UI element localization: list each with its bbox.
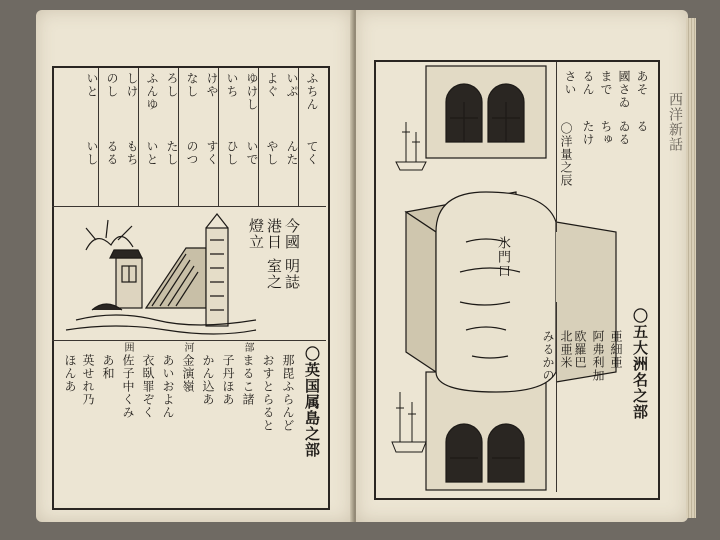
- continent-name: 阿弗利加: [591, 330, 605, 382]
- text-column: もち: [125, 140, 139, 166]
- column-rule: [556, 302, 557, 492]
- text-column: いで: [245, 140, 259, 166]
- text-column: いち: [225, 72, 239, 98]
- lower-divider: [52, 340, 326, 341]
- text-column: しけ: [125, 72, 139, 98]
- annotation: 河: [182, 342, 193, 353]
- continent-name: 北亜米: [559, 330, 573, 369]
- section-title: 〇英国属島之部: [303, 346, 321, 458]
- text-column: のし: [105, 72, 119, 98]
- text-column: たけ: [581, 120, 595, 146]
- left-page: [36, 10, 352, 522]
- text-column: すく: [205, 140, 219, 166]
- text-column: 國さゐ: [617, 70, 631, 109]
- text-column: たし: [165, 140, 179, 166]
- column-rule: [138, 68, 139, 206]
- text-column: やし: [265, 140, 279, 166]
- text-column: 子丹ほあ: [221, 354, 235, 406]
- text-column: いぷ: [285, 72, 299, 98]
- continent-name: 亜細亜: [609, 330, 623, 369]
- text-column: あいおよん: [161, 354, 175, 419]
- text-column: あ和: [101, 354, 115, 380]
- continent-name: 欧羅巴: [573, 330, 587, 369]
- lighthouse-illustration: [56, 210, 256, 338]
- column-rule: [218, 68, 219, 206]
- text-column: 衣臥罪ぞく: [141, 354, 155, 419]
- text-column: ほんあ: [63, 354, 77, 393]
- text-column: さい: [563, 70, 577, 96]
- text-column: のつ: [185, 140, 199, 166]
- caption-column: 室之: [265, 258, 283, 290]
- text-column: まるこ諸: [241, 354, 255, 406]
- text-column: ろし: [165, 72, 179, 98]
- text-column: るん: [581, 70, 595, 96]
- text-column: 佐子中くみ: [121, 354, 135, 419]
- text-column: ひし: [225, 140, 239, 166]
- column-rule: [556, 62, 557, 232]
- right-page: [356, 10, 688, 522]
- gate-label: 氷門口: [495, 236, 510, 278]
- annotation: 部: [242, 342, 253, 353]
- text-column: あそ: [635, 70, 649, 96]
- text-column: まで: [599, 70, 613, 96]
- text-column: ゐる: [617, 120, 631, 146]
- text-column: かん込あ: [201, 354, 215, 406]
- column-rule: [98, 68, 99, 206]
- text-column: るる: [105, 140, 119, 166]
- text-column: ゆけし: [245, 72, 259, 111]
- text-column: んた: [285, 140, 299, 166]
- text-column: 金演嶺: [181, 354, 195, 393]
- upper-divider: [52, 206, 326, 207]
- text-column: 那毘ふらんど: [281, 354, 295, 432]
- text-column: る: [635, 120, 649, 133]
- text-column: なし: [185, 72, 199, 98]
- text-column: いし: [85, 140, 99, 166]
- continent-name: みるかの: [541, 330, 555, 382]
- text-column: ちゅ: [599, 120, 613, 146]
- text-column: おすとらると: [261, 354, 275, 432]
- column-rule: [298, 68, 299, 206]
- caption-column: 明誌: [283, 258, 301, 290]
- column-rule: [258, 68, 259, 206]
- page-edges: [686, 18, 696, 518]
- text-column: てく: [305, 140, 319, 166]
- text-column: いと: [145, 140, 159, 166]
- text-column: ふんゆ: [145, 72, 159, 111]
- column-rule: [178, 68, 179, 206]
- text-column: けや: [205, 72, 219, 98]
- notice-label: 〇洋量之辰: [559, 122, 573, 187]
- annotation: 囲: [122, 342, 133, 353]
- open-book: [36, 10, 688, 530]
- text-column: いと: [85, 72, 99, 98]
- caption-column: 今國: [283, 218, 301, 250]
- text-column: ふちん: [305, 72, 319, 111]
- caption-column: 燈立: [247, 218, 265, 250]
- caption-column: 港日: [265, 218, 283, 250]
- margin-title: 西洋新話: [667, 92, 683, 152]
- text-column: よぐ: [265, 72, 279, 98]
- text-column: 英せれ乃: [81, 354, 95, 406]
- section-title: 〇五大洲名之部: [631, 308, 649, 420]
